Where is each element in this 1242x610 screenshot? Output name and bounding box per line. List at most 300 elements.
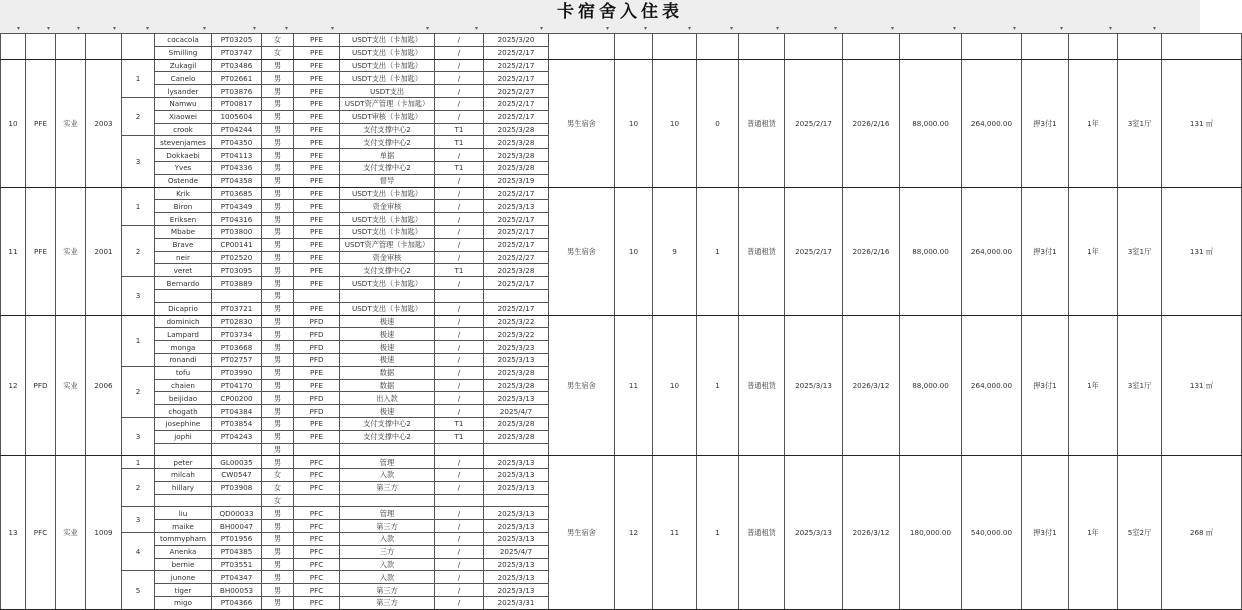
cell-bed[interactable]: 2 [122,97,155,135]
cell-checkin-date[interactable]: 2025/2/27 [484,251,549,264]
cell-company[interactable]: PFC [294,558,340,571]
cell-sex[interactable]: 男 [262,161,294,174]
cell-employee-id[interactable]: PT04349 [212,200,262,213]
cell-capacity[interactable]: 10 [615,187,653,315]
cell-department[interactable]: 数据 [340,366,435,379]
cell-team[interactable]: / [435,72,484,85]
cell-department[interactable]: 单据 [340,149,435,162]
cell-sex[interactable]: 男 [262,443,294,456]
cell-employee-id[interactable]: BH00053 [212,584,262,597]
cell-employee-id[interactable] [212,443,262,456]
cell-sex[interactable]: 男 [262,366,294,379]
cell-company[interactable]: PFE [294,174,340,187]
cell-checkin-date[interactable]: 2025/3/13 [484,469,549,482]
cell-sex[interactable]: 男 [262,584,294,597]
cell-department[interactable]: 管理 [340,456,435,469]
cell-occupied[interactable]: 9 [653,187,697,315]
cell-name[interactable]: chogath [155,405,212,418]
cell-employee-id[interactable]: PT04366 [212,597,262,610]
cell-team[interactable]: / [435,85,484,98]
cell-department[interactable]: USDT支出（卡加匙） [340,59,435,72]
cell-department[interactable]: 管理 [340,507,435,520]
cell-capacity[interactable]: 12 [615,456,653,610]
cell-bed[interactable]: 2 [122,366,155,417]
cell-employee-id[interactable]: PT03876 [212,85,262,98]
cell-checkin-date[interactable]: 2025/2/17 [484,225,549,238]
cell-sex[interactable]: 男 [262,405,294,418]
filter-dropdown-icon[interactable]: ▾ [1152,25,1156,32]
cell-deposit-total[interactable]: 264,000.00 [962,187,1022,315]
cell-department[interactable]: USDT支出（卡加匙） [340,302,435,315]
cell-no[interactable]: 11 [1,187,26,315]
cell-department[interactable]: 督导 [340,174,435,187]
cell-checkin-date[interactable]: 2025/2/17 [484,72,549,85]
cell-team[interactable]: / [435,328,484,341]
cell-checkin-date[interactable]: 2025/4/7 [484,545,549,558]
cell-vacant[interactable]: 1 [697,315,739,456]
cell-sex[interactable]: 女 [262,469,294,482]
cell-company[interactable]: PFE [294,430,340,443]
cell-name[interactable]: milcah [155,469,212,482]
cell-name[interactable]: chaien [155,379,212,392]
cell-checkin-date[interactable]: 2025/3/13 [484,353,549,366]
cell-team[interactable]: / [435,213,484,226]
cell-company[interactable]: PFC [294,584,340,597]
cell-company[interactable]: PFC [294,481,340,494]
cell-department[interactable]: 支付支撑中心2 [340,264,435,277]
cell-company[interactable]: PFE [294,379,340,392]
cell-company[interactable]: PFE [294,97,340,110]
cell-employee-id[interactable]: PT03800 [212,225,262,238]
cell-name[interactable]: Dicaprio [155,302,212,315]
cell-sex[interactable]: 男 [262,341,294,354]
cell-employee-id[interactable]: PT04347 [212,571,262,584]
cell-lease-end[interactable]: 2026/2/16 [843,59,900,187]
cell-sex[interactable]: 男 [262,545,294,558]
cell-employee-id[interactable]: PT01956 [212,533,262,546]
cell-employee-id[interactable]: QD00033 [212,507,262,520]
cell-team[interactable]: T1 [435,430,484,443]
cell-team[interactable]: T1 [435,417,484,430]
cell-deposit-total[interactable]: 540,000.00 [962,456,1022,610]
cell-company[interactable]: PFE [294,264,340,277]
cell-company[interactable] [294,494,340,507]
filter-dropdown-icon[interactable]: ▾ [16,25,20,32]
cell-department[interactable]: 资金审核 [340,251,435,264]
cell-employee-id[interactable]: CP00200 [212,392,262,405]
cell-team[interactable]: / [435,456,484,469]
cell-team[interactable]: / [435,558,484,571]
cell-team[interactable]: / [435,251,484,264]
cell-company[interactable]: PFD [294,392,340,405]
cell-department[interactable]: 第三方 [340,481,435,494]
cell-sex[interactable]: 男 [262,225,294,238]
cell-employee-id[interactable]: PT04350 [212,136,262,149]
cell-name[interactable]: neir [155,251,212,264]
cell-area[interactable]: 268 ㎡ [1162,456,1242,610]
cell-bed[interactable]: 1 [122,315,155,366]
cell-team[interactable]: / [435,341,484,354]
cell-name[interactable]: jophi [155,430,212,443]
cell-team[interactable]: / [435,545,484,558]
cell-area[interactable]: 131 ㎡ [1162,187,1242,315]
cell-name[interactable]: crook [155,123,212,136]
cell-lease-type[interactable]: 普通租赁 [739,187,785,315]
cell-name[interactable]: lysander [155,85,212,98]
cell-sex[interactable]: 男 [262,59,294,72]
filter-dropdown-icon[interactable]: ▾ [605,25,609,32]
cell-sex[interactable]: 男 [262,72,294,85]
cell-company[interactable]: PFE [26,187,56,315]
cell-layout[interactable] [1118,34,1162,60]
cell-department[interactable]: 支付支撑中心2 [340,136,435,149]
cell-name[interactable]: ronandi [155,353,212,366]
cell-employee-id[interactable]: PT03854 [212,417,262,430]
cell-team[interactable]: / [435,97,484,110]
cell-bed[interactable]: 3 [122,136,155,187]
cell-monthly-rent[interactable]: 88,000.00 [900,187,962,315]
cell-company[interactable]: PFE [294,34,340,47]
cell-employee-id[interactable]: PT03551 [212,558,262,571]
cell-company[interactable]: PFE [26,59,56,187]
cell-company[interactable]: PFE [294,213,340,226]
cell-department[interactable]: 支付支撑中心2 [340,123,435,136]
cell-area[interactable]: 131 ㎡ [1162,315,1242,456]
cell-lease-term[interactable]: 1年 [1069,59,1118,187]
cell-vacant[interactable]: 1 [697,187,739,315]
cell-sex[interactable]: 男 [262,417,294,430]
cell-lease-type[interactable]: 普通租赁 [739,456,785,610]
cell-team[interactable]: / [435,353,484,366]
cell-checkin-date[interactable]: 2025/3/13 [484,584,549,597]
cell-sex[interactable]: 女 [262,34,294,47]
cell-company[interactable]: PFE [294,136,340,149]
cell-layout[interactable]: 3室1厅 [1118,59,1162,187]
cell-name[interactable]: Canelo [155,72,212,85]
cell-name[interactable]: beijidao [155,392,212,405]
cell-name[interactable]: tofu [155,366,212,379]
cell-type[interactable]: 实业 [56,315,86,456]
cell-name[interactable]: monga [155,341,212,354]
cell-company[interactable]: PFE [294,161,340,174]
cell-sex[interactable]: 男 [262,392,294,405]
cell-checkin-date[interactable]: 2025/2/17 [484,59,549,72]
cell-name[interactable]: Zukagil [155,59,212,72]
cell-lease-term[interactable]: 1年 [1069,456,1118,610]
filter-dropdown-icon[interactable]: ▾ [76,25,80,32]
cell-department[interactable]: 极速 [340,341,435,354]
cell-department[interactable]: 支付支撑中心2 [340,161,435,174]
cell-dorm-type[interactable]: 男生宿舍 [549,315,615,456]
cell-company[interactable]: PFC [294,533,340,546]
cell-occupied[interactable] [653,34,697,60]
filter-dropdown-icon[interactable]: ▾ [643,25,647,32]
cell-employee-id[interactable]: PT02830 [212,315,262,328]
cell-sex[interactable]: 男 [262,456,294,469]
cell-payment-terms[interactable]: 押3付1 [1022,315,1069,456]
cell-department[interactable]: USDT资产管理（卡加匙） [340,238,435,251]
cell-department[interactable]: USDT资产管理（卡加匙） [340,97,435,110]
cell-team[interactable]: / [435,110,484,123]
cell-employee-id[interactable]: PT00817 [212,97,262,110]
cell-company[interactable]: PFD [26,315,56,456]
cell-bed[interactable]: 4 [122,533,155,571]
cell-sex[interactable]: 男 [262,213,294,226]
cell-name[interactable]: hillary [155,481,212,494]
cell-employee-id[interactable]: PT03095 [212,264,262,277]
cell-name[interactable]: Mbabe [155,225,212,238]
cell-checkin-date[interactable]: 2025/3/23 [484,341,549,354]
cell-lease-end[interactable]: 2026/3/12 [843,456,900,610]
cell-lease-type[interactable] [739,34,785,60]
cell-checkin-date[interactable]: 2025/3/13 [484,520,549,533]
cell-name[interactable]: junone [155,571,212,584]
cell-team[interactable] [435,289,484,302]
cell-company[interactable]: PFE [294,366,340,379]
cell-company[interactable]: PFE [294,72,340,85]
cell-team[interactable]: / [435,174,484,187]
cell-no[interactable]: 12 [1,315,26,456]
cell-layout[interactable]: 3室1厅 [1118,187,1162,315]
cell-name[interactable]: migo [155,597,212,610]
cell-team[interactable]: / [435,533,484,546]
cell-checkin-date[interactable]: 2025/3/13 [484,558,549,571]
cell-team[interactable]: T1 [435,264,484,277]
cell-lease-start[interactable] [785,34,843,60]
cell-team[interactable]: / [435,200,484,213]
cell-dorm-type[interactable]: 男生宿舍 [549,59,615,187]
cell-deposit-total[interactable]: 264,000.00 [962,315,1022,456]
cell-team[interactable]: / [435,469,484,482]
cell-team[interactable]: / [435,507,484,520]
cell-department[interactable]: 三方 [340,545,435,558]
cell-department[interactable]: USDT支出（卡加匙） [340,225,435,238]
cell-department[interactable]: 第三方 [340,584,435,597]
cell-company[interactable]: PFC [294,507,340,520]
cell-checkin-date[interactable]: 2025/3/28 [484,366,549,379]
filter-dropdown-icon[interactable]: ▾ [833,25,837,32]
cell-checkin-date[interactable]: 2025/3/13 [484,456,549,469]
cell-team[interactable]: / [435,481,484,494]
cell-occupied[interactable]: 10 [653,59,697,187]
cell-name[interactable]: Krik [155,187,212,200]
filter-dropdown-icon[interactable]: ▾ [1108,25,1112,32]
cell-checkin-date[interactable]: 2025/3/13 [484,481,549,494]
cell-employee-id[interactable]: CP00141 [212,238,262,251]
cell-checkin-date[interactable]: 2025/2/17 [484,110,549,123]
cell-team[interactable]: / [435,34,484,47]
cell-vacant[interactable]: 0 [697,59,739,187]
cell-sex[interactable]: 男 [262,571,294,584]
cell-employee-id[interactable]: PT04113 [212,149,262,162]
cell-name[interactable]: Namwu [155,97,212,110]
cell-checkin-date[interactable]: 2025/3/28 [484,430,549,443]
cell-department[interactable]: 入款 [340,558,435,571]
cell-employee-id[interactable]: PT04244 [212,123,262,136]
cell-type[interactable]: 实业 [56,456,86,610]
cell-payment-terms[interactable]: 押3付1 [1022,456,1069,610]
cell-checkin-date[interactable]: 2025/3/13 [484,533,549,546]
cell-name[interactable]: Bernardo [155,277,212,290]
cell-company[interactable]: PFE [294,149,340,162]
cell-deposit-total[interactable] [962,34,1022,60]
cell-employee-id[interactable]: PT04170 [212,379,262,392]
cell-department[interactable]: 第三方 [340,597,435,610]
filter-dropdown-icon[interactable]: ▾ [1059,25,1063,32]
cell-company[interactable]: PFE [294,251,340,264]
cell-sex[interactable]: 男 [262,238,294,251]
cell-department[interactable]: 入款 [340,571,435,584]
cell-name[interactable]: peter [155,456,212,469]
cell-payment-terms[interactable]: 押3付1 [1022,59,1069,187]
cell-employee-id[interactable]: PT03685 [212,187,262,200]
cell-team[interactable]: / [435,238,484,251]
cell-employee-id[interactable]: CW0547 [212,469,262,482]
cell-sex[interactable]: 男 [262,533,294,546]
cell-lease-start[interactable]: 2025/2/17 [785,59,843,187]
filter-dropdown-icon[interactable]: ▾ [474,25,478,32]
cell-department[interactable]: 极速 [340,353,435,366]
cell-checkin-date[interactable]: 2025/2/27 [484,85,549,98]
cell-dorm-type[interactable]: 男生宿舍 [549,456,615,610]
cell-employee-id[interactable]: PT03734 [212,328,262,341]
cell-checkin-date[interactable]: 2025/2/17 [484,302,549,315]
cell-team[interactable]: / [435,405,484,418]
cell-sex[interactable]: 男 [262,507,294,520]
cell-bed[interactable]: 5 [122,571,155,609]
cell-team[interactable]: / [435,571,484,584]
cell-sex[interactable]: 男 [262,136,294,149]
cell-bed[interactable]: 1 [122,59,155,97]
cell-employee-id[interactable]: PT04358 [212,174,262,187]
cell-checkin-date[interactable]: 2025/3/28 [484,136,549,149]
cell-team[interactable]: / [435,187,484,200]
cell-monthly-rent[interactable] [900,34,962,60]
cell-company[interactable]: PFC [294,571,340,584]
cell-department[interactable]: 出入款 [340,392,435,405]
cell-room[interactable]: 2001 [86,187,122,315]
cell-company[interactable] [26,34,56,60]
cell-sex[interactable]: 男 [262,149,294,162]
cell-bed[interactable]: 2 [122,225,155,276]
filter-dropdown-icon[interactable]: ▾ [284,25,288,32]
cell-department[interactable]: 入款 [340,469,435,482]
cell-employee-id[interactable]: PT03721 [212,302,262,315]
cell-company[interactable]: PFE [294,46,340,59]
cell-employee-id[interactable] [212,494,262,507]
cell-department[interactable]: USDT支出（卡加匙） [340,34,435,47]
cell-employee-id[interactable]: PT03990 [212,366,262,379]
cell-sex[interactable]: 男 [262,174,294,187]
cell-company[interactable]: PFE [294,225,340,238]
cell-sex[interactable]: 男 [262,558,294,571]
cell-dorm-type[interactable] [549,34,615,60]
cell-name[interactable]: Lampard [155,328,212,341]
cell-company[interactable]: PFC [294,597,340,610]
cell-department[interactable]: 数据 [340,379,435,392]
cell-team[interactable]: / [435,149,484,162]
cell-type[interactable]: 实业 [56,59,86,187]
cell-sex[interactable]: 男 [262,110,294,123]
filter-dropdown-icon[interactable]: ▾ [112,25,116,32]
cell-lease-start[interactable]: 2025/3/13 [785,456,843,610]
cell-company[interactable]: PFD [294,328,340,341]
cell-checkin-date[interactable]: 2025/3/19 [484,174,549,187]
filter-dropdown-icon[interactable]: ▾ [890,25,894,32]
cell-lease-end[interactable] [843,34,900,60]
filter-dropdown-icon[interactable]: ▾ [425,25,429,32]
filter-dropdown-icon[interactable]: ▾ [202,25,206,32]
cell-team[interactable]: / [435,584,484,597]
cell-sex[interactable]: 男 [262,302,294,315]
cell-team[interactable]: / [435,520,484,533]
cell-name[interactable] [155,494,212,507]
filter-dropdown-icon[interactable]: ▾ [539,25,543,32]
cell-lease-type[interactable]: 普通租赁 [739,315,785,456]
cell-employee-id[interactable]: PT03908 [212,481,262,494]
cell-vacant[interactable]: 1 [697,456,739,610]
cell-checkin-date[interactable]: 2025/3/28 [484,417,549,430]
cell-name[interactable]: Smilling [155,46,212,59]
cell-bed[interactable]: 3 [122,277,155,315]
filter-dropdown-icon[interactable]: ▾ [952,25,956,32]
cell-type[interactable]: 实业 [56,187,86,315]
cell-company[interactable]: PFC [294,469,340,482]
cell-team[interactable]: / [435,392,484,405]
cell-sex[interactable]: 男 [262,430,294,443]
cell-sex[interactable]: 男 [262,315,294,328]
cell-company[interactable]: PFE [294,187,340,200]
cell-checkin-date[interactable]: 2025/3/28 [484,379,549,392]
cell-team[interactable]: T1 [435,161,484,174]
filter-dropdown-icon[interactable]: ▾ [252,25,256,32]
cell-company[interactable]: PFD [294,315,340,328]
cell-company[interactable]: PFC [294,520,340,533]
cell-checkin-date[interactable]: 2025/3/13 [484,392,549,405]
cell-lease-term[interactable]: 1年 [1069,187,1118,315]
cell-checkin-date[interactable]: 2025/2/17 [484,187,549,200]
cell-employee-id[interactable]: BH00047 [212,520,262,533]
cell-team[interactable]: / [435,277,484,290]
cell-checkin-date[interactable]: 2025/2/17 [484,213,549,226]
cell-checkin-date[interactable]: 2025/3/31 [484,597,549,610]
cell-sex[interactable]: 男 [262,200,294,213]
cell-name[interactable]: Ostende [155,174,212,187]
cell-company[interactable]: PFC [26,456,56,610]
cell-checkin-date[interactable]: 2025/2/17 [484,46,549,59]
cell-name[interactable]: maike [155,520,212,533]
cell-no[interactable]: 10 [1,59,26,187]
cell-company[interactable]: PFE [294,277,340,290]
cell-company[interactable]: PFE [294,59,340,72]
cell-lease-term[interactable] [1069,34,1118,60]
cell-company[interactable]: PFD [294,353,340,366]
cell-sex[interactable]: 男 [262,597,294,610]
cell-layout[interactable]: 3室1厅 [1118,315,1162,456]
cell-sex[interactable]: 男 [262,277,294,290]
cell-department[interactable]: 入款 [340,533,435,546]
cell-checkin-date[interactable]: 2025/3/13 [484,200,549,213]
cell-team[interactable]: / [435,59,484,72]
cell-team[interactable] [435,494,484,507]
cell-company[interactable]: PFE [294,200,340,213]
cell-checkin-date[interactable]: 2025/3/28 [484,149,549,162]
cell-sex[interactable]: 男 [262,251,294,264]
cell-bed[interactable] [122,34,155,60]
filter-dropdown-icon[interactable]: ▾ [775,25,779,32]
cell-sex[interactable]: 男 [262,328,294,341]
cell-sex[interactable]: 男 [262,264,294,277]
